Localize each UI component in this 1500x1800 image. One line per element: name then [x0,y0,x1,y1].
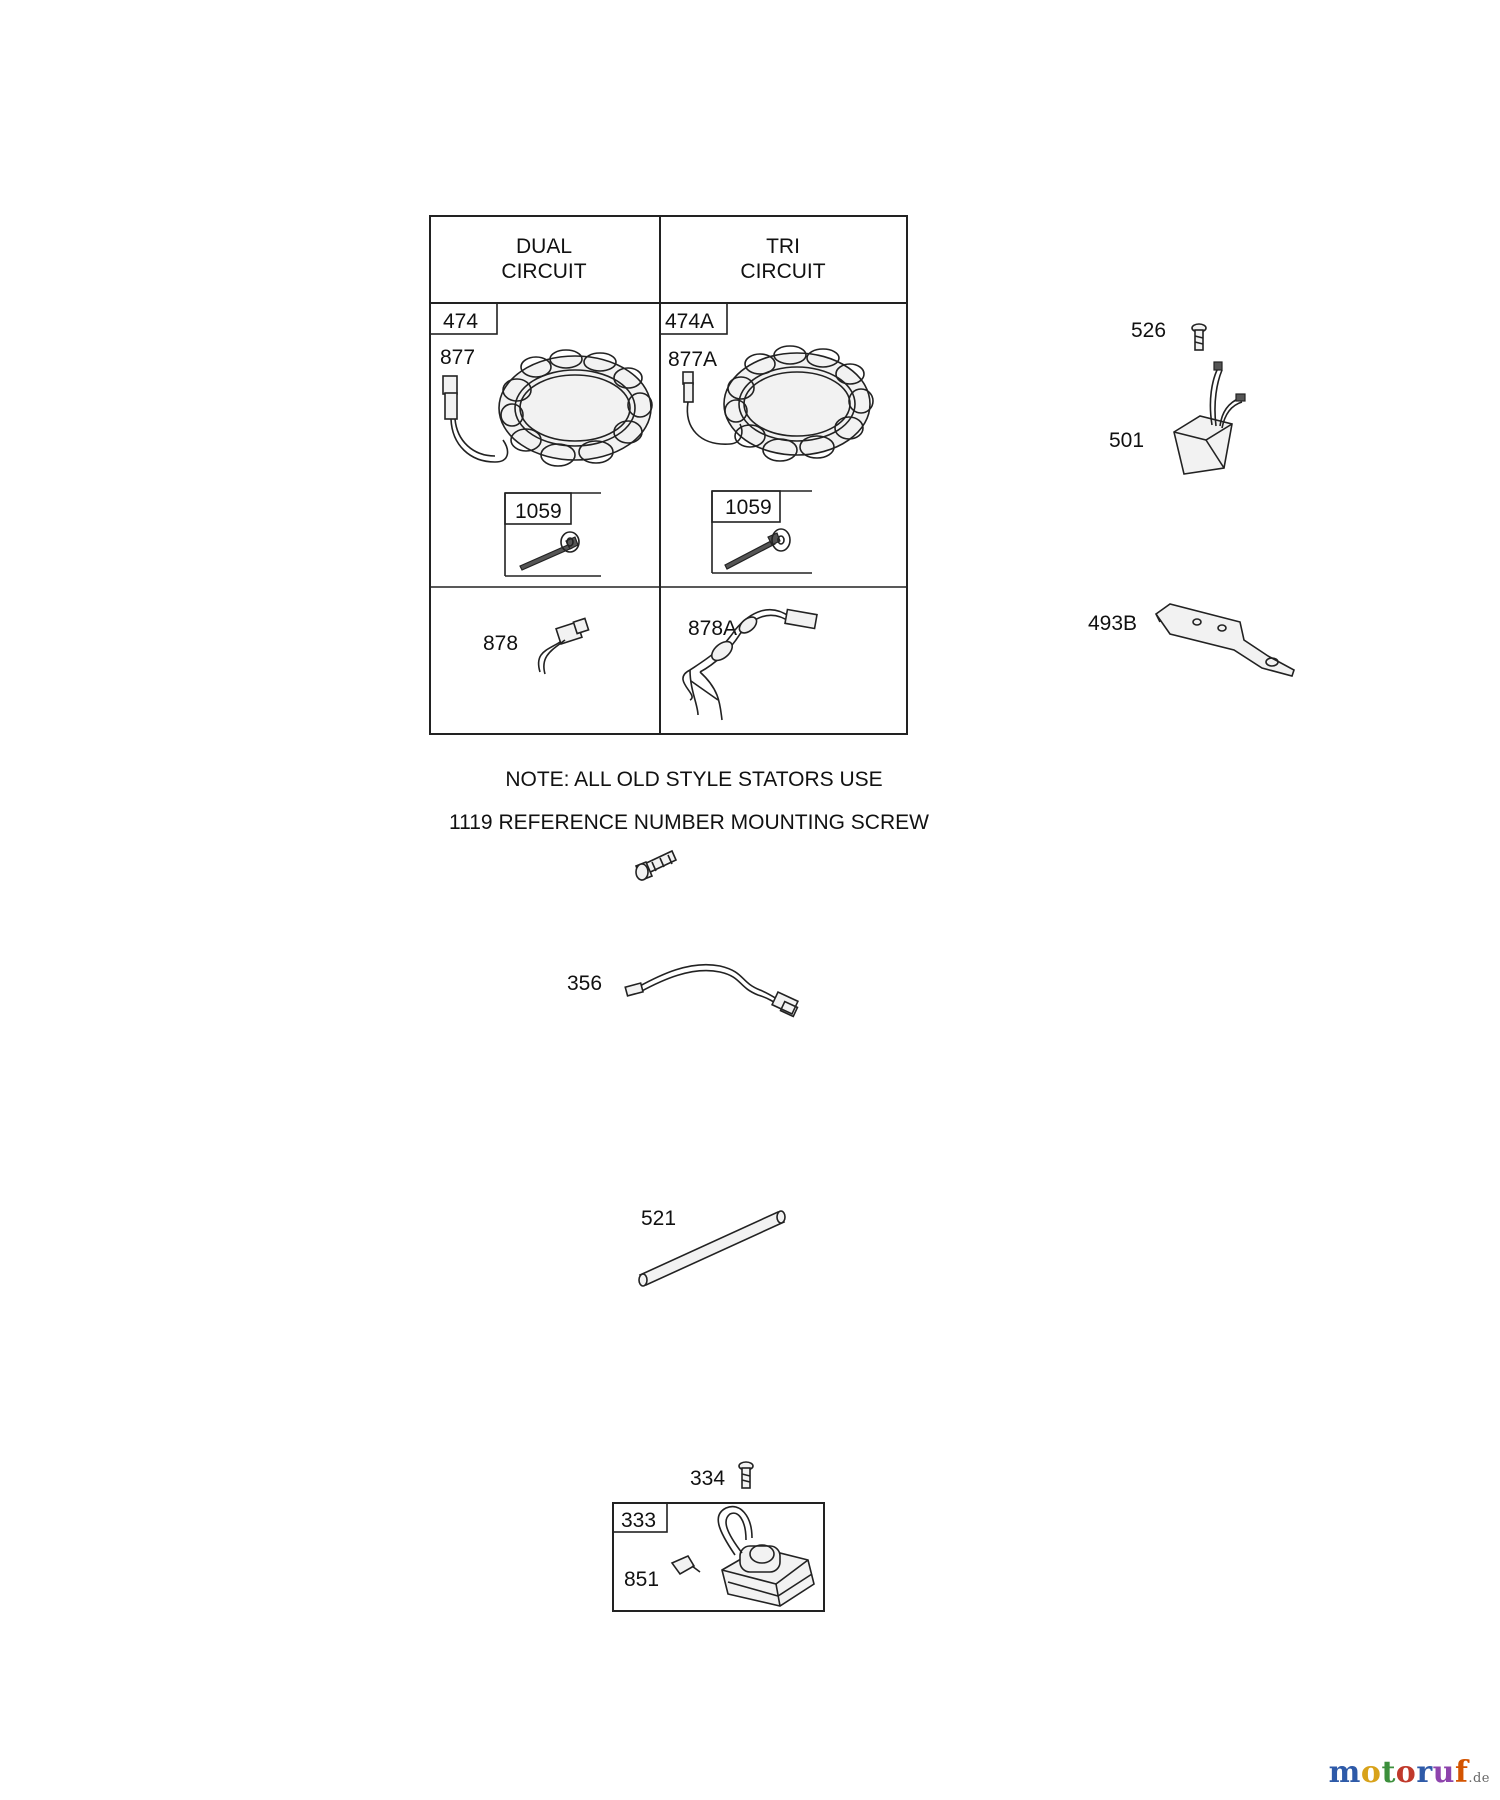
harness-878-drawing [539,618,589,674]
watermark-suffix: .de [1468,1771,1490,1786]
harness-878a-label: 878A [688,617,738,640]
watermark-letter: o [1360,1755,1382,1790]
motoruf-watermark [1329,1755,1490,1790]
part-493b-label: 493B [1088,612,1138,635]
harness-878-label: 878 [483,632,519,655]
harness-356-drawing [625,965,798,1017]
stator-table [430,216,907,734]
screw-1059-label-tri: 1059 [725,496,772,519]
tri-circuit-header-line2: CIRCUIT [740,260,826,283]
mounting-screw-1119-drawing [636,851,676,880]
connector-877-label: 877 [440,346,476,369]
watermark-text [1329,1755,1469,1790]
regulator-501-drawing [1174,362,1245,474]
watermark-letter: f [1454,1755,1469,1790]
armature-333-drawing [672,1507,814,1606]
watermark-letter: u [1432,1755,1455,1790]
stator-474a-label: 474A [665,310,715,333]
part-334-label: 334 [690,1467,726,1490]
part-521-label: 521 [641,1207,677,1230]
dual-circuit-header-line1: DUAL [515,235,573,258]
part-501-label: 501 [1109,429,1145,452]
watermark-letter: o [1395,1755,1417,1790]
part-851-label: 851 [624,1568,660,1591]
stator-474-label: 474 [443,310,479,333]
watermark-letter: m [1328,1755,1361,1790]
tri-circuit-header-line1: TRI [766,235,800,258]
part-333-label: 333 [621,1509,657,1532]
part-526-label: 526 [1131,319,1167,342]
screw-1059-label-dual: 1059 [515,500,562,523]
bracket-493b-drawing [1156,604,1294,676]
screw-334-drawing [739,1462,753,1488]
screw-526-drawing [1192,324,1206,350]
connector-877a-label: 877A [668,348,718,371]
part-356-label: 356 [567,972,603,995]
watermark-letter: r [1416,1755,1433,1790]
watermark-letter: t [1381,1755,1396,1790]
dual-circuit-header-line2: CIRCUIT [501,260,587,283]
note-line1: NOTE: ALL OLD STYLE STATORS USE [505,768,883,791]
note-line2: 1119 REFERENCE NUMBER MOUNTING SCREW [449,811,929,834]
